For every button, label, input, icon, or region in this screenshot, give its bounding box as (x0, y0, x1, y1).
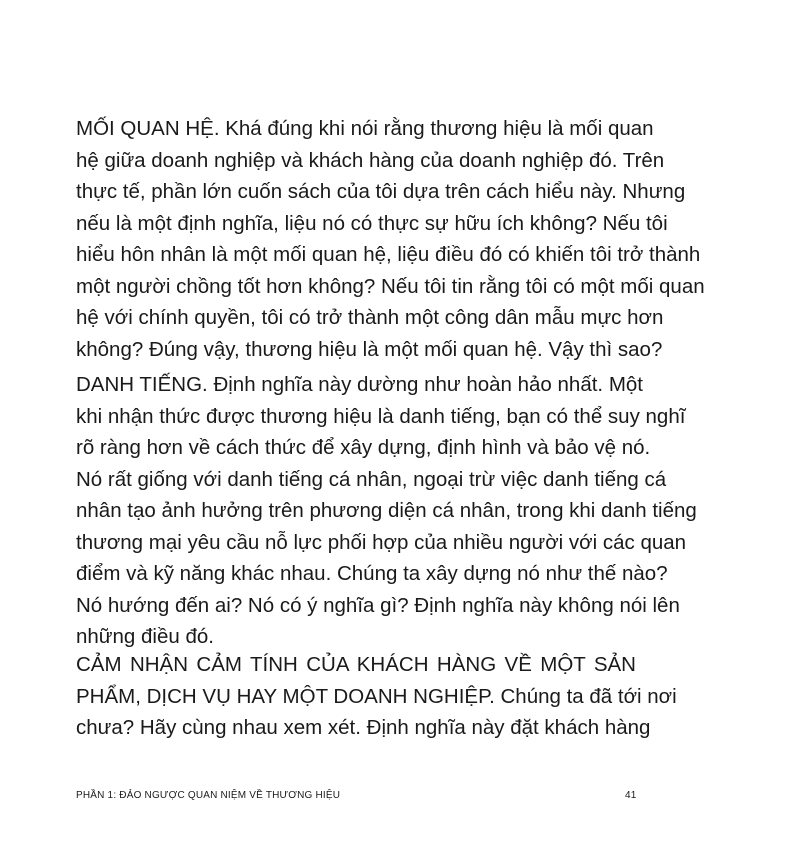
paragraph-reputation (76, 369, 697, 653)
text-line: DANH TIẾNG. Định nghĩa này dường như hoàn hảo nhất. Một (76, 373, 643, 396)
text-line: rõ ràng hơn về cách thức để xây dựng, định hình và bảo vệ nó. (76, 436, 651, 459)
page-number: 41 (625, 790, 637, 801)
text-line: hệ với chính quyền, tôi có trở thành một công dân mẫu mực hơn (76, 306, 664, 329)
text-line: thương mại yêu cầu nỗ lực phối hợp của nhiều người với các quan (76, 530, 687, 554)
text-line: PHẨM, DỊCH VỤ HAY MỘT DOANH NGHIỆP. Chúng ta đã tới nơi (76, 684, 677, 708)
text-line: Nó rất giống với danh tiếng cá nhân, ngoại trừ việc danh tiếng cá (76, 467, 667, 491)
text-line: chưa? Hãy cùng nhau xem xét. Định nghĩa này đặt khách hàng (76, 716, 651, 739)
text-line: Nó hướng đến ai? Nó có ý nghĩa gì? Định nghĩa này không nói lên (76, 593, 680, 617)
text-line: CẢM NHẬN CẢM TÍNH CỦA KHÁCH HÀNG VỀ MỘT SẢN (76, 653, 636, 676)
text-line: thực tế, phần lớn cuốn sách của tôi dựa trên cách hiểu này. Nhưng (76, 180, 686, 203)
text-line: khi nhận thức được thương hiệu là danh tiếng, bạn có thể suy nghĩ (76, 404, 686, 428)
text-line: không? Đúng vậy, thương hiệu là một mối quan hệ. Vậy thì sao? (76, 337, 663, 361)
running-footer-section: PHẦN 1: ĐẢO NGƯỢC QUAN NIỆM VỀ THƯƠNG HIỆU (76, 790, 341, 801)
paragraph-relationship (76, 113, 705, 365)
text-line: MỐI QUAN HỆ. Khá đúng khi nói rằng thương hiệu là mối quan (76, 117, 654, 140)
text-line: nhân tạo ảnh hưởng trên phương diện cá nhân, trong khi danh tiếng (76, 499, 697, 522)
text-line: hiểu hôn nhân là một mối quan hệ, liệu điều đó có khiến tôi trở thành (76, 243, 701, 266)
text-line: nếu là một định nghĩa, liệu nó có thực sự hữu ích không? Nếu tôi (76, 211, 668, 235)
text-line: điểm và kỹ năng khác nhau. Chúng ta xây dựng nó như thế nào? (76, 562, 668, 585)
text-line: hệ giữa doanh nghiệp và khách hàng của doanh nghiệp đó. Trên (76, 148, 665, 172)
text-line: những điều đó. (76, 625, 214, 648)
text-line: một người chồng tốt hơn không? Nếu tôi tin rằng tôi có một mối quan (76, 274, 705, 298)
paragraph-customer-perception (76, 649, 677, 744)
